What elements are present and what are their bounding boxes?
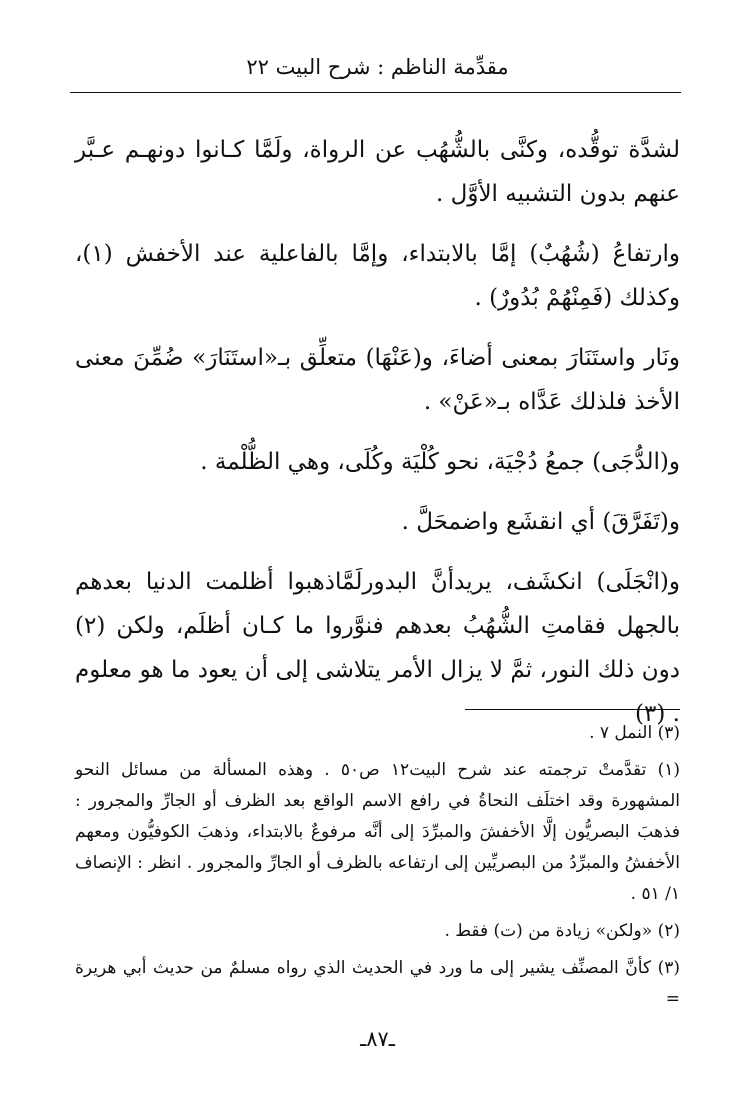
footnote-divider [465, 709, 680, 710]
header-divider [70, 92, 681, 93]
footnote: (٢) «ولكن» زيادة من (ت) فقط . [444, 921, 680, 941]
footnotes [75, 718, 680, 1021]
running-header: مقدِّمة الناظم : شرح البيت ٢٢ [246, 55, 509, 79]
footnote: (٣) كأنَّ المصنِّف يشير إلى ما ورد في الحديث الذي رواه مسلمٌ من حديث أبي هريرة = [75, 958, 680, 1009]
main-text [75, 128, 680, 752]
paragraph: ونَار واستَنَارَ بمعنى أضاءَ، و(عَنْهَا) متعلِّق بـ«استَنَارَ» ضُمِّنَ معنى الأخذ فلذلك عَدَّاه بـ«عَنْ» . [75, 345, 680, 415]
paragraph: و(الدُّجَى) جمعُ دُجْيَة، نحو كُلْيَة وكُلَى، وهي الظُّلْمة . [200, 449, 680, 475]
paragraph: وارتفاعُ (شُهُبٌ) إمَّا بالابتداء، وإمَّا بالفاعلية عند الأخفش (١)، وكذلك (فَمِنْهُمْ بُدُورٌ) . [75, 241, 680, 311]
footnote: (٣) النمل ٧ . [589, 723, 680, 743]
footnote: (١) تقدَّمتْ ترجمته عند شرح البيت١٢ ص٥٠ . وهذه المسألة من مسائل النحو المشهورة وقد اختلَف النحاةُ في رافع الاسم الواقع بعد الظرف أو الجارِّ والمجرور : فذهبَ البصريُّون إلَّا الأخفشَ والمبرِّدَ إلى أنَّه مرفوعٌ بالابتداء، وذهبَ الكوفيُّون ومعهم الأخفشُ والمبرِّدُ من البصريِّين إلى ارتفاعه بالظرف أو الجارِّ والمجرور . انظر : الإنصاف ١/ ٥١ . [75, 760, 681, 904]
paragraph: و(انْجَلَى) انكشَف، يريدأنَّ البدورلَمَّاذهبوا أظلمت الدنيا بعدهم بالجهل فقامتِ الشُّهُبُ بعدهم فنوَّروا ما كـان أظلَم، ولكن (٢) دون ذلك النور، ثمَّ لا يزال الأمر يتلاشى إلى أن يعود ما هو معلوم . (٣) [75, 569, 680, 727]
page-number: ـ٨٧ـ [360, 1027, 395, 1051]
paragraph: و(تَفَرَّقَ) أي انقشَع واضمحَلَّ . [401, 509, 680, 535]
paragraph: لشدَّة توقُّده، وكنَّى بالشُّهُب عن الرواة، ولَمَّا كـانوا دونهـم عـبَّر عنهم بدون التشبيه الأوَّل . [75, 137, 680, 207]
